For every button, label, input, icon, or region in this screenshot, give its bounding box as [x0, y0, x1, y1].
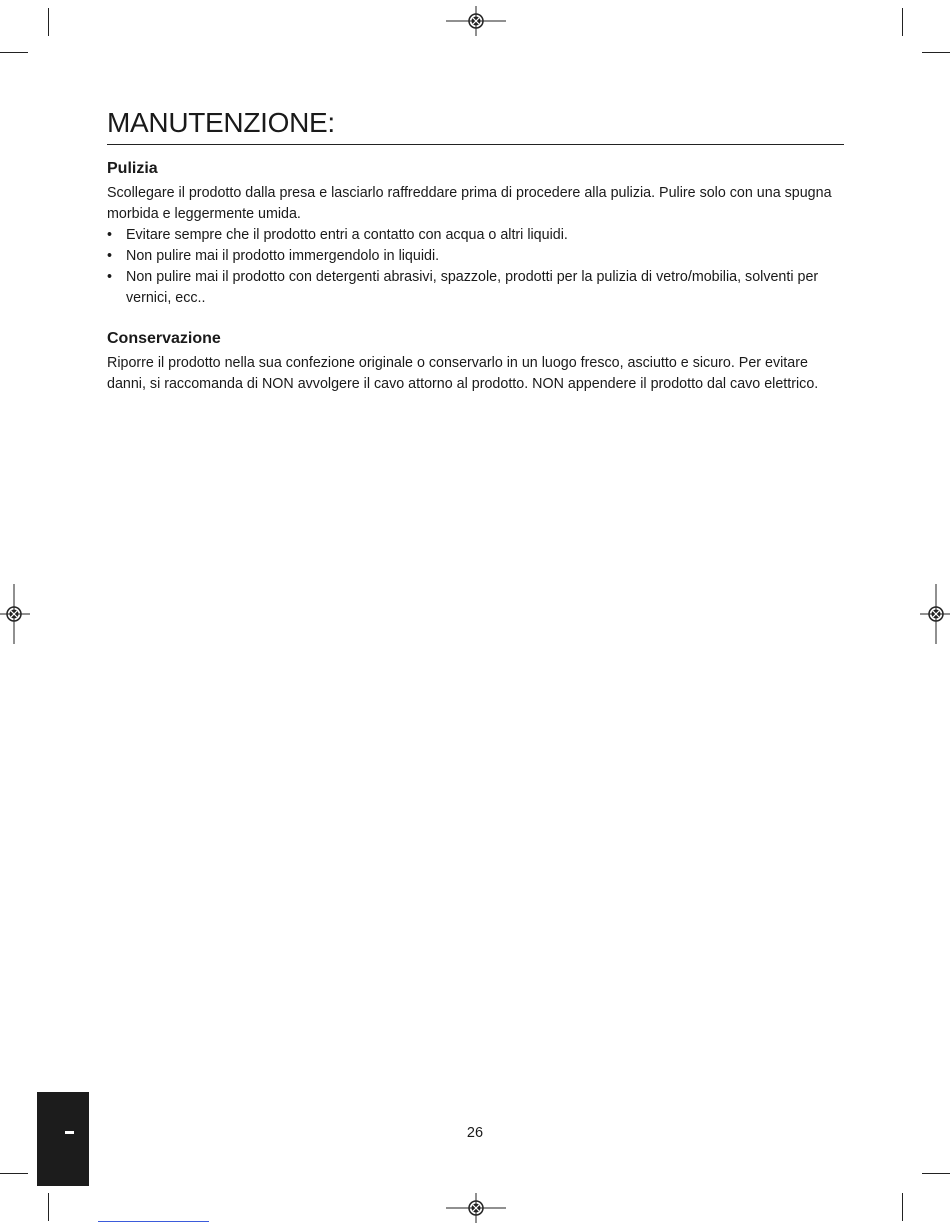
- bullet-icon: •: [107, 227, 113, 243]
- list-item-text: Non pulire mai il prodotto immergendolo in liquidi.: [126, 248, 440, 264]
- section-conservazione: [107, 329, 844, 395]
- section-heading: Conservazione: [107, 330, 221, 347]
- crop-mark-icon: [0, 1173, 28, 1174]
- crop-mark-icon: [922, 1173, 950, 1174]
- registration-mark-icon: [0, 584, 30, 644]
- tab-dash-icon: [65, 1131, 74, 1134]
- registration-mark-icon: [920, 584, 950, 644]
- page-number: 26: [466, 1125, 484, 1141]
- crop-mark-icon: [48, 1193, 49, 1221]
- registration-mark-icon: [446, 6, 506, 36]
- crop-mark-icon: [902, 8, 903, 36]
- crop-mark-icon: [0, 52, 28, 53]
- bullet-icon: •: [107, 248, 113, 264]
- link-underline: [98, 1221, 209, 1222]
- list-item-text: Non pulire mai il prodotto con detergenti abrasivi, spazzole, prodotti per la pulizia di vetro/mobilia, solventi per vernici, ecc..: [126, 269, 819, 306]
- registration-mark-icon: [446, 1193, 506, 1223]
- page-title: MANUTENZIONE:: [107, 106, 844, 145]
- section-paragraph: Scollegare il prodotto dalla presa e lasciarlo raffreddare prima di procedere alla pulizia. Pulire solo con una spugna morbida e leggermente umida.: [107, 185, 832, 222]
- crop-mark-icon: [902, 1193, 903, 1221]
- list-item: [107, 225, 844, 246]
- section-pulizia: [107, 159, 844, 309]
- list-item-text: Evitare sempre che il prodotto entri a contatto con acqua o altri liquidi.: [126, 227, 568, 243]
- list-item: [107, 267, 844, 309]
- page-content: [107, 106, 844, 395]
- bullet-list: [107, 225, 844, 309]
- section-heading: Pulizia: [107, 160, 158, 177]
- bullet-icon: •: [107, 269, 113, 285]
- crop-mark-icon: [922, 52, 950, 53]
- crop-mark-icon: [48, 8, 49, 36]
- list-item: [107, 246, 844, 267]
- language-tab: [37, 1092, 89, 1186]
- section-paragraph: Riporre il prodotto nella sua confezione originale o conservarlo in un luogo fresco, asciutto e sicuro. Per evitare danni, si raccomanda di NON avvolgere il cavo attorno al prodotto. NON appendere il prodotto dal cavo elettrico.: [107, 355, 819, 392]
